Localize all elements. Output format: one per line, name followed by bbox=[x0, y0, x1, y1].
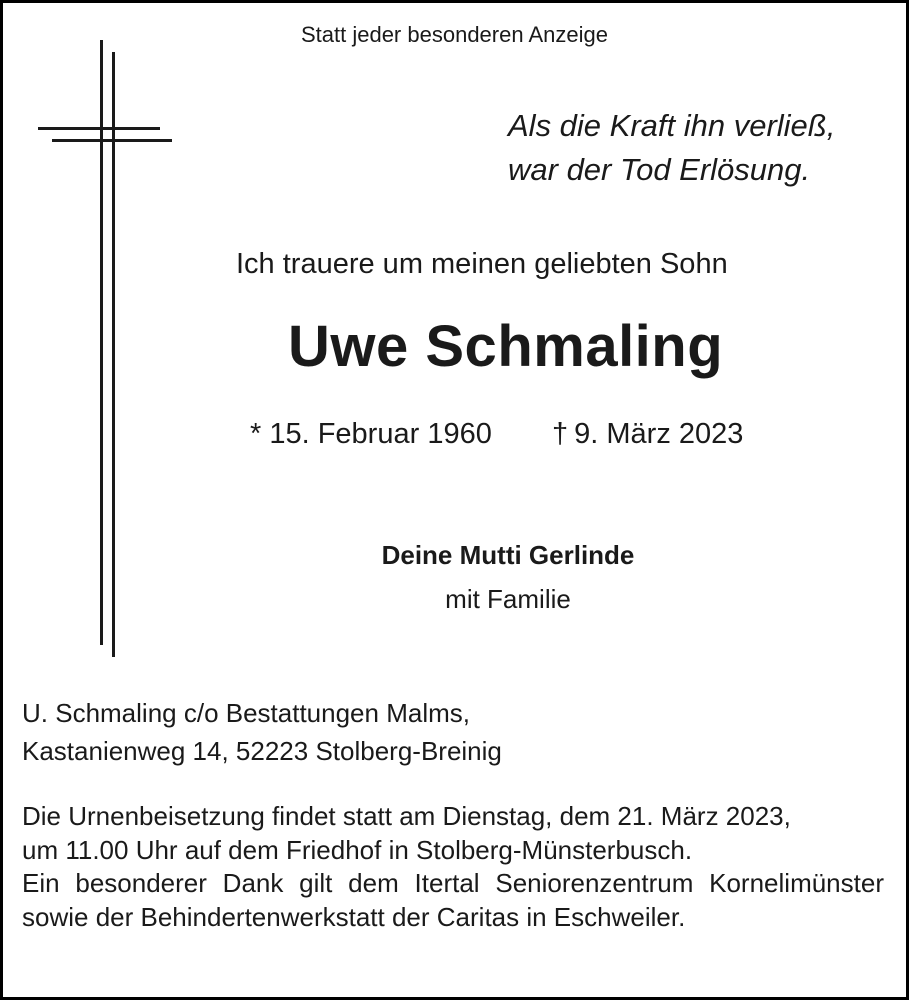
death-date-text: 9. März 2023 bbox=[574, 418, 744, 450]
deceased-name: Uwe Schmaling bbox=[288, 314, 724, 379]
header-note-text: Statt jeder besonderen Anzeige bbox=[300, 22, 608, 47]
thanks-text: Ein besonderer Dank gilt dem Itertal Seniorenzentrum Kornelimünster sowie der Behindertenwerkstatt der Caritas in Eschweiler. bbox=[22, 868, 884, 932]
death-date bbox=[552, 418, 743, 451]
quote-line-2: war der Tod Erlösung. bbox=[508, 152, 811, 187]
quote-line-1: Als die Kraft ihn verließ, bbox=[508, 108, 836, 143]
mourner-family: mit Familie bbox=[445, 584, 571, 614]
cross-horizontal-bar-1 bbox=[38, 127, 160, 130]
mourner-name: Deine Mutti Gerlinde bbox=[381, 540, 635, 570]
dagger-icon: † bbox=[552, 418, 569, 450]
burial-info-line-1: Die Urnenbeisetzung findet statt am Dienstag, dem 21. März 2023, bbox=[22, 801, 791, 831]
notice-text bbox=[22, 800, 884, 934]
address-line-1: U. Schmaling c/o Bestattungen Malms, bbox=[22, 698, 470, 728]
intro-text: Ich trauere um meinen geliebten Sohn bbox=[236, 248, 728, 280]
cross-horizontal-bar-2 bbox=[52, 139, 172, 142]
address-line-2: Kastanienweg 14, 52223 Stolberg-Breinig bbox=[22, 736, 502, 766]
burial-info-line-2: um 11.00 Uhr auf dem Friedhof in Stolberg-Münsterbusch. bbox=[22, 834, 693, 865]
header-note bbox=[0, 22, 909, 48]
birth-date: * 15. Februar 1960 bbox=[250, 418, 492, 450]
